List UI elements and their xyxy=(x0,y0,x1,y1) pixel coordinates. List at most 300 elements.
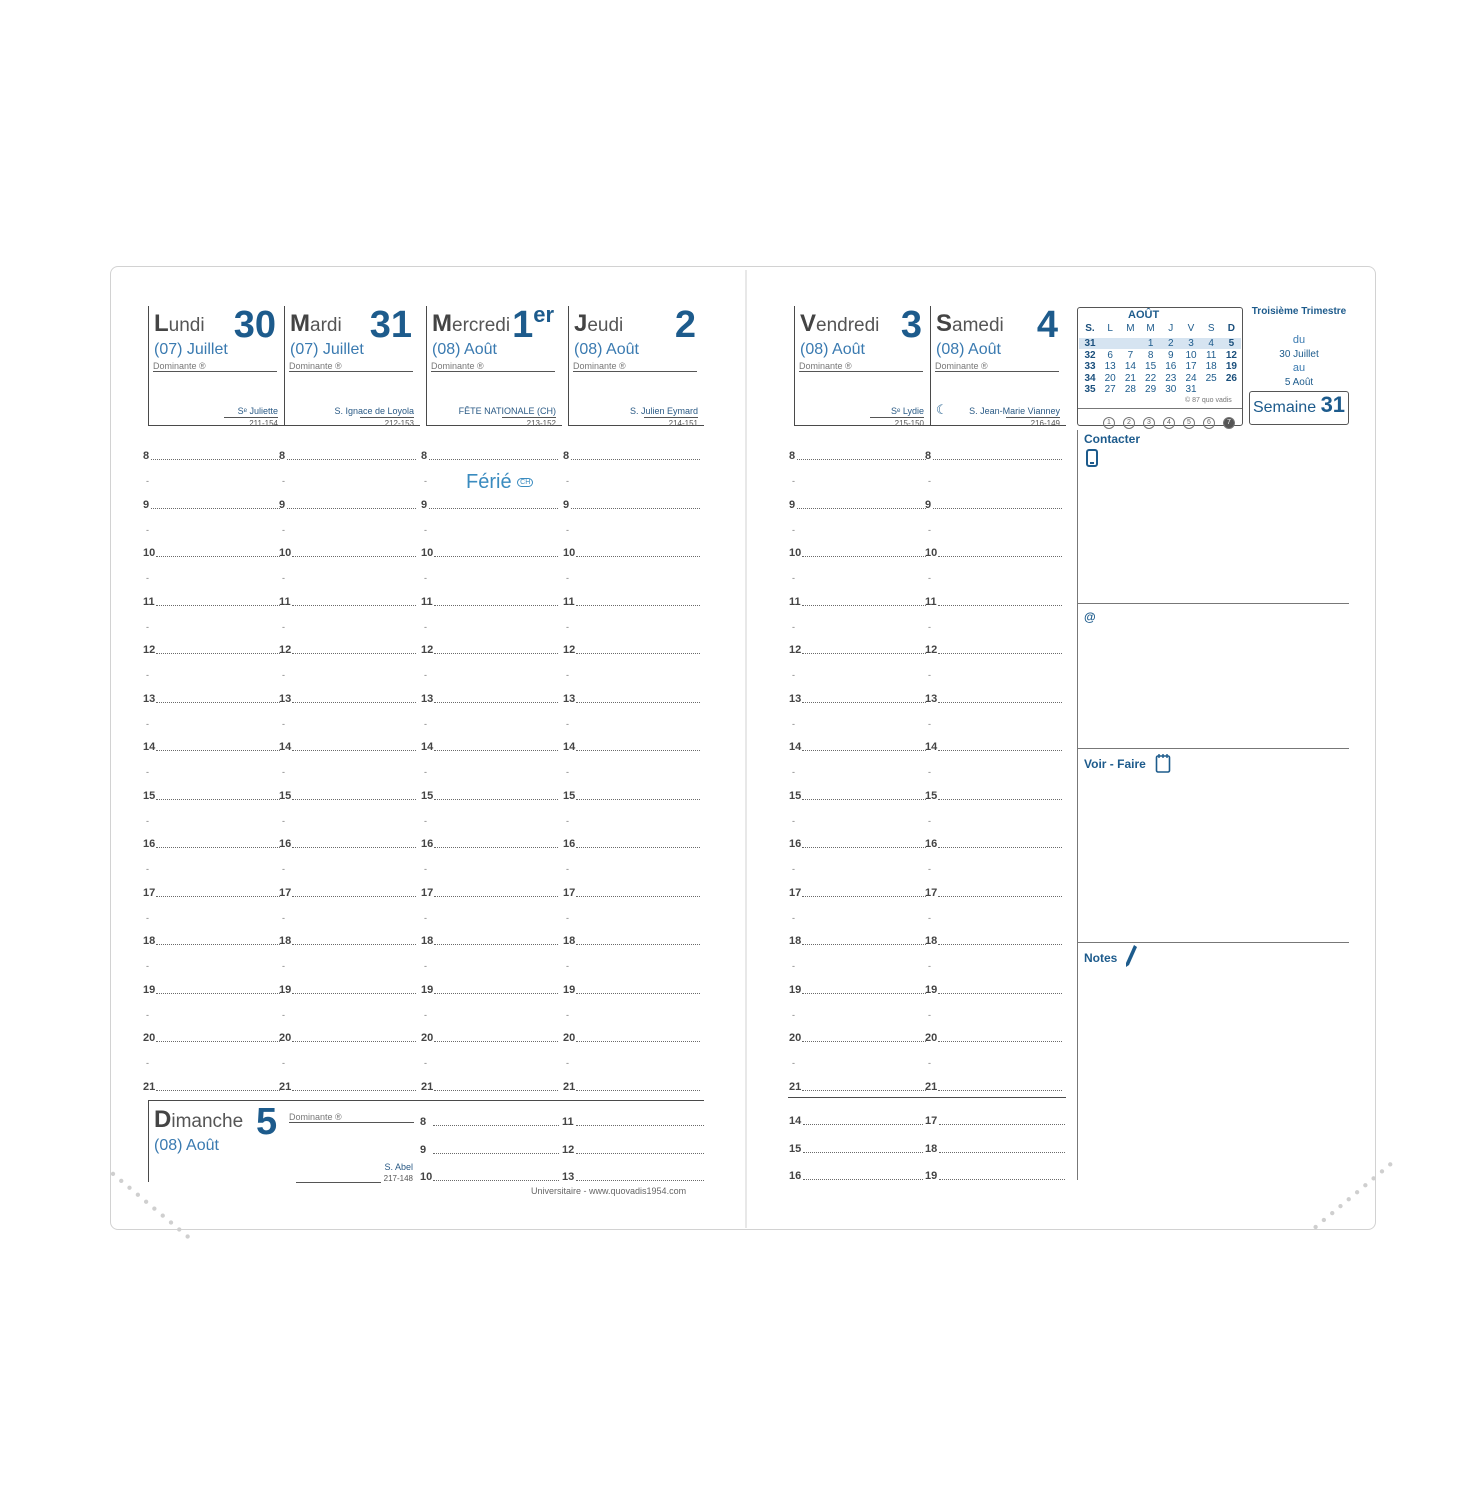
half-hour-mark: - xyxy=(282,670,285,680)
half-hour-mark: - xyxy=(282,1058,285,1068)
hour-slot[interactable] xyxy=(156,556,280,557)
dominante-field[interactable]: Dominante ® xyxy=(431,361,555,372)
hour-slot[interactable] xyxy=(434,605,558,606)
sunday-hour-label: 9 xyxy=(420,1143,427,1156)
sunday-hour-slot[interactable] xyxy=(433,1180,559,1181)
day-code: 211-154 xyxy=(224,417,278,428)
hour-slot[interactable] xyxy=(938,702,1062,703)
half-hour-mark: - xyxy=(424,1058,427,1068)
hour-label: 17 xyxy=(563,886,576,899)
half-hour-mark: - xyxy=(928,621,931,632)
hour-slot[interactable] xyxy=(938,556,1062,557)
mini-calendar-day: 3 xyxy=(1188,338,1194,349)
mini-calendar-header: M xyxy=(1126,323,1135,334)
hour-label: 21 xyxy=(421,1080,434,1093)
mini-calendar-header: V xyxy=(1187,323,1195,334)
hour-slot[interactable] xyxy=(156,605,280,606)
hour-slot[interactable] xyxy=(938,1090,1062,1091)
day-code: 213-152 xyxy=(502,417,556,428)
sunday-hour-slot[interactable] xyxy=(576,1153,704,1154)
weekday-circles xyxy=(1103,411,1243,429)
notepad-icon xyxy=(1155,753,1171,778)
spine xyxy=(745,270,747,1228)
hour-label: 21 xyxy=(279,1080,292,1093)
mini-calendar-day: 7 xyxy=(1127,349,1134,361)
hour-label: 16 xyxy=(925,838,938,850)
half-hour-mark: - xyxy=(928,1009,931,1020)
hour-label: 14 xyxy=(925,741,938,753)
hour-slot[interactable] xyxy=(938,653,1062,654)
hour-slot[interactable] xyxy=(802,1090,926,1091)
hour-slot[interactable] xyxy=(938,896,1062,897)
mini-calendar-day: 2 xyxy=(1168,338,1174,349)
half-hour-mark: - xyxy=(282,815,285,826)
saint-name: Sᵉ Lydie xyxy=(890,406,924,416)
half-hour-mark: - xyxy=(792,670,795,680)
sunday-hour-slot[interactable] xyxy=(433,1153,559,1154)
day-month: (08) Août xyxy=(800,341,865,358)
hour-slot[interactable] xyxy=(576,896,700,897)
hour-label: 13 xyxy=(279,692,292,705)
sunday-day-code: 217-148 xyxy=(289,1172,413,1183)
half-hour-mark: - xyxy=(282,1009,285,1020)
mini-calendar-day: 33 xyxy=(1084,361,1096,372)
half-hour-mark: - xyxy=(928,524,931,535)
hour-slot[interactable] xyxy=(802,1041,926,1042)
hour-label: 9 xyxy=(789,498,796,511)
hour-slot[interactable] xyxy=(292,605,416,606)
hour-label: 8 xyxy=(279,450,286,462)
half-hour-mark: - xyxy=(566,524,569,535)
weekday-circle: 5 xyxy=(1183,417,1195,429)
email-area[interactable] xyxy=(1084,625,1348,745)
saint-name: S. Julien Eymard xyxy=(629,406,698,416)
sunday-hour-slot[interactable] xyxy=(576,1180,704,1181)
day-code: 214-151 xyxy=(644,417,698,428)
hour-slot[interactable] xyxy=(434,653,558,654)
hour-label: 18 xyxy=(563,935,576,947)
half-hour-mark: - xyxy=(424,864,427,874)
hour-slot[interactable] xyxy=(571,459,700,460)
day-number: 31 xyxy=(369,304,412,346)
trimester-au: au xyxy=(1292,362,1306,374)
mini-calendar-day: 16 xyxy=(1165,361,1177,372)
extra-hour-slot[interactable] xyxy=(803,1152,923,1153)
mini-calendar-day: 4 xyxy=(1208,338,1214,349)
hour-label: 9 xyxy=(143,498,150,511)
hour-label: 20 xyxy=(925,1032,938,1044)
voir-faire-separator xyxy=(1077,942,1349,943)
hour-slot[interactable] xyxy=(292,750,416,751)
saint-name: S. Ignace de Loyola xyxy=(334,406,414,416)
hour-label: 21 xyxy=(143,1080,156,1093)
hour-slot[interactable] xyxy=(797,459,926,460)
day-month: (08) Août xyxy=(432,341,497,358)
hour-label: 18 xyxy=(279,935,292,947)
hour-label: 13 xyxy=(925,692,938,705)
half-hour-mark: - xyxy=(282,718,285,729)
hour-slot[interactable] xyxy=(292,896,416,897)
half-hour-mark: - xyxy=(146,573,149,583)
hour-slot[interactable] xyxy=(292,993,416,994)
hour-slot[interactable] xyxy=(938,847,1062,848)
holiday-country-badge: CH xyxy=(517,478,533,487)
hour-slot[interactable] xyxy=(287,508,416,509)
half-hour-mark: - xyxy=(928,767,931,777)
hour-label: 8 xyxy=(789,450,796,462)
hour-label: 16 xyxy=(789,838,802,850)
day-month: (07) Juillet xyxy=(290,341,364,358)
hour-label: 20 xyxy=(143,1032,156,1044)
weekday-circle: 1 xyxy=(1103,417,1115,429)
hour-slot[interactable] xyxy=(802,944,926,945)
half-hour-mark: - xyxy=(928,573,931,583)
hour-label: 13 xyxy=(143,692,156,705)
hour-label: 17 xyxy=(143,886,156,899)
hour-slot[interactable] xyxy=(156,653,280,654)
hour-slot[interactable] xyxy=(434,556,558,557)
dominante-field[interactable]: Dominante ® xyxy=(935,361,1059,372)
mini-calendar-day: 10 xyxy=(1185,349,1197,361)
hour-label: 15 xyxy=(925,789,938,802)
hour-slot[interactable] xyxy=(156,847,280,848)
day-code: 216-149 xyxy=(1006,417,1060,428)
hour-label: 14 xyxy=(279,741,292,753)
footer-url: Universitaire - www.quovadis1954.com xyxy=(531,1186,687,1196)
day-name: Lundi xyxy=(154,310,205,337)
half-hour-mark: - xyxy=(792,1009,795,1020)
sunday-hour-label: 10 xyxy=(420,1171,433,1183)
hour-slot[interactable] xyxy=(434,896,558,897)
half-hour-mark: - xyxy=(566,767,569,777)
hour-slot[interactable] xyxy=(156,896,280,897)
hour-label: 18 xyxy=(925,935,938,947)
hour-label: 13 xyxy=(421,692,434,705)
hour-label: 9 xyxy=(421,498,428,511)
extra-hour-slot[interactable] xyxy=(939,1124,1065,1125)
trimester-title: Troisième Trimestre xyxy=(1251,306,1347,317)
hour-label: 17 xyxy=(421,886,434,899)
hour-slot[interactable] xyxy=(802,556,926,557)
half-hour-mark: - xyxy=(146,718,149,729)
hour-slot[interactable] xyxy=(287,459,416,460)
hour-slot[interactable] xyxy=(292,556,416,557)
binding-holes-right: ● ● ● ● ● ● ● ● ● ● xyxy=(1310,1157,1398,1234)
hour-slot[interactable] xyxy=(802,993,926,994)
extra-hour-slot[interactable] xyxy=(939,1179,1065,1180)
half-hour-mark: - xyxy=(566,815,569,826)
hour-slot[interactable] xyxy=(434,750,558,751)
week-label: Semaine xyxy=(1252,399,1317,416)
hour-label: 15 xyxy=(279,789,292,802)
sunday-hour-label: 8 xyxy=(420,1116,427,1128)
hour-slot[interactable] xyxy=(434,847,558,848)
hour-label: 17 xyxy=(925,886,938,899)
hour-slot[interactable] xyxy=(151,508,280,509)
hour-label: 20 xyxy=(279,1032,292,1044)
half-hour-mark: - xyxy=(424,912,427,923)
half-hour-mark: - xyxy=(566,476,569,486)
hour-slot[interactable] xyxy=(156,993,280,994)
mini-calendar-day: 11 xyxy=(1205,349,1217,361)
day-code: 215-150 xyxy=(870,417,924,428)
day-code: 212-153 xyxy=(360,417,414,428)
half-hour-mark: - xyxy=(282,767,285,777)
half-hour-mark: - xyxy=(566,961,569,971)
hour-label: 14 xyxy=(789,741,802,753)
mini-calendar-day: 13 xyxy=(1104,361,1116,372)
hour-label: 10 xyxy=(563,547,576,559)
holiday-label xyxy=(466,471,533,494)
hour-slot[interactable] xyxy=(938,799,1062,800)
hour-slot[interactable] xyxy=(802,896,926,897)
hour-slot[interactable] xyxy=(156,1041,280,1042)
hour-label: 8 xyxy=(925,450,932,462)
hour-slot[interactable] xyxy=(292,944,416,945)
day-month: (08) Août xyxy=(936,341,1001,358)
hour-label: 18 xyxy=(143,935,156,947)
mini-calendar-day: 30 xyxy=(1165,384,1177,395)
hour-slot[interactable] xyxy=(292,653,416,654)
hour-slot[interactable] xyxy=(292,847,416,848)
hour-label: 12 xyxy=(563,644,576,656)
mini-calendar-day: 20 xyxy=(1104,372,1116,384)
hour-slot[interactable] xyxy=(156,799,280,800)
hour-label: 21 xyxy=(789,1080,802,1093)
hour-slot[interactable] xyxy=(434,1090,558,1091)
hour-label: 20 xyxy=(563,1032,576,1044)
half-hour-mark: - xyxy=(146,1009,149,1020)
half-hour-mark: - xyxy=(792,718,795,729)
mini-calendar-day: 15 xyxy=(1145,361,1157,372)
mini-calendar-header: J xyxy=(1168,323,1174,334)
hour-label: 19 xyxy=(143,983,156,996)
day-name: Vendredi xyxy=(800,310,880,337)
half-hour-mark: - xyxy=(792,621,795,632)
hour-slot[interactable] xyxy=(571,508,700,509)
hour-slot[interactable] xyxy=(292,1041,416,1042)
mini-calendar-day: 8 xyxy=(1147,349,1154,361)
hour-slot[interactable] xyxy=(576,702,700,703)
mini-calendar-day: 35 xyxy=(1084,384,1096,395)
mini-calendar-day: 31 xyxy=(1185,384,1197,395)
contacter-area[interactable] xyxy=(1084,457,1348,602)
hour-slot[interactable] xyxy=(576,653,700,654)
hour-slot[interactable] xyxy=(802,799,926,800)
sunday-hour-slot[interactable] xyxy=(576,1125,704,1126)
half-hour-mark: - xyxy=(424,621,427,632)
hour-label: 17 xyxy=(279,886,292,899)
mini-calendar-header: M xyxy=(1146,323,1155,334)
half-hour-mark: - xyxy=(566,573,569,583)
hour-label: 21 xyxy=(925,1080,938,1093)
hour-slot[interactable] xyxy=(802,605,926,606)
hour-slot[interactable] xyxy=(576,847,700,848)
extra-hour-label: 18 xyxy=(925,1142,938,1155)
half-hour-mark: - xyxy=(928,1058,931,1068)
hour-label: 14 xyxy=(563,741,576,753)
weekday-circle: 2 xyxy=(1123,417,1135,429)
voir-faire-area[interactable] xyxy=(1084,778,1348,938)
hour-slot[interactable] xyxy=(434,799,558,800)
dominante-field[interactable]: Dominante ® xyxy=(289,361,413,372)
hour-slot[interactable] xyxy=(938,944,1062,945)
hour-label: 21 xyxy=(563,1080,576,1093)
hour-slot[interactable] xyxy=(802,750,926,751)
hour-slot[interactable] xyxy=(434,702,558,703)
half-hour-mark: - xyxy=(424,573,427,583)
day-number: 1er xyxy=(512,302,554,346)
trimester-to: 5 Août xyxy=(1284,377,1314,388)
half-hour-mark: - xyxy=(146,815,149,826)
hour-label: 8 xyxy=(421,450,428,462)
sunday-name: Dimanche xyxy=(154,1106,244,1133)
hour-slot[interactable] xyxy=(797,508,926,509)
hour-slot[interactable] xyxy=(156,944,280,945)
half-hour-mark: - xyxy=(424,961,427,971)
half-hour-mark: - xyxy=(566,718,569,729)
hour-label: 13 xyxy=(789,692,802,705)
hour-slot[interactable] xyxy=(938,993,1062,994)
half-hour-mark: - xyxy=(566,1058,569,1068)
hour-label: 15 xyxy=(421,789,434,802)
mini-calendar-day: 23 xyxy=(1165,372,1177,384)
half-hour-mark: - xyxy=(792,1058,795,1068)
hour-label: 15 xyxy=(563,789,576,802)
half-hour-mark: - xyxy=(424,767,427,777)
half-hour-mark: - xyxy=(792,573,795,583)
hour-slot[interactable] xyxy=(576,944,700,945)
hour-label: 16 xyxy=(563,838,576,850)
hour-label: 11 xyxy=(563,595,575,608)
half-hour-mark: - xyxy=(928,476,931,486)
notes-label: Notes xyxy=(1084,951,1118,965)
hour-slot[interactable] xyxy=(292,1090,416,1091)
notes-area[interactable] xyxy=(1084,972,1348,1177)
saturday-extra-rule xyxy=(788,1097,1066,1098)
hour-slot[interactable] xyxy=(292,702,416,703)
mini-calendar-header: S xyxy=(1207,323,1215,334)
half-hour-mark: - xyxy=(146,767,149,777)
hour-label: 16 xyxy=(279,838,292,850)
extra-hour-label: 15 xyxy=(789,1142,802,1155)
hour-label: 15 xyxy=(143,789,156,802)
hour-slot[interactable] xyxy=(576,750,700,751)
email-label: @ xyxy=(1084,610,1096,624)
half-hour-mark: - xyxy=(146,912,149,923)
hour-slot[interactable] xyxy=(434,993,558,994)
half-hour-mark: - xyxy=(792,961,795,971)
hour-label: 9 xyxy=(279,498,286,511)
hour-slot[interactable] xyxy=(434,944,558,945)
half-hour-mark: - xyxy=(282,524,285,535)
hour-label: 11 xyxy=(143,595,155,608)
hour-slot[interactable] xyxy=(933,508,1062,509)
half-hour-mark: - xyxy=(928,864,931,874)
sunday-saint: S. Abel xyxy=(384,1162,413,1172)
half-hour-mark: - xyxy=(792,912,795,923)
half-hour-mark: - xyxy=(282,621,285,632)
mini-calendar-day: 32 xyxy=(1084,349,1096,361)
sunday-hour-slot[interactable] xyxy=(433,1125,559,1126)
half-hour-mark: - xyxy=(282,912,285,923)
hour-slot[interactable] xyxy=(151,459,280,460)
contacter-label: Contacter xyxy=(1084,432,1141,446)
hour-slot[interactable] xyxy=(576,605,700,606)
hour-slot[interactable] xyxy=(576,799,700,800)
hour-slot[interactable] xyxy=(156,702,280,703)
hour-slot[interactable] xyxy=(292,799,416,800)
extra-hour-slot[interactable] xyxy=(803,1124,923,1125)
half-hour-mark: - xyxy=(928,718,931,729)
hour-slot[interactable] xyxy=(576,1090,700,1091)
hour-label: 10 xyxy=(925,547,938,559)
hour-slot[interactable] xyxy=(156,1090,280,1091)
half-hour-mark: - xyxy=(928,961,931,971)
extra-hour-label: 19 xyxy=(925,1170,938,1182)
hour-slot[interactable] xyxy=(576,556,700,557)
mini-calendar-day: 5 xyxy=(1228,338,1235,349)
trimester-from: 30 Juillet xyxy=(1279,349,1319,360)
hour-slot[interactable] xyxy=(802,653,926,654)
hour-slot[interactable] xyxy=(938,1041,1062,1042)
weekday-circle: 7 xyxy=(1223,417,1235,429)
half-hour-mark: - xyxy=(566,1009,569,1020)
hour-slot[interactable] xyxy=(429,508,558,509)
hour-slot[interactable] xyxy=(429,459,558,460)
extra-hour-slot[interactable] xyxy=(939,1152,1065,1153)
sunday-number: 5 xyxy=(256,1101,278,1143)
hour-slot[interactable] xyxy=(576,993,700,994)
half-hour-mark: - xyxy=(424,718,427,729)
hour-label: 12 xyxy=(925,644,938,656)
day-month: (08) Août xyxy=(574,341,639,358)
half-hour-mark: - xyxy=(566,912,569,923)
hour-slot[interactable] xyxy=(434,1041,558,1042)
mini-calendar-title: AOÛT xyxy=(1128,309,1160,321)
half-hour-mark: - xyxy=(566,864,569,874)
half-hour-mark: - xyxy=(928,815,931,826)
weekday-circle: 3 xyxy=(1143,417,1155,429)
mini-calendar-copyright: © 87 quo vadis xyxy=(1185,397,1232,404)
hour-label: 19 xyxy=(789,983,802,996)
hour-label: 10 xyxy=(143,547,156,559)
dominante-field[interactable]: Dominante ® xyxy=(153,361,277,372)
mini-calendar-day: 9 xyxy=(1168,349,1174,361)
hour-slot[interactable] xyxy=(938,605,1062,606)
hour-label: 16 xyxy=(421,838,434,850)
hour-slot[interactable] xyxy=(156,750,280,751)
dominante-field[interactable]: Dominante ® xyxy=(573,361,697,372)
hour-slot[interactable] xyxy=(802,847,926,848)
dominante-field[interactable]: Dominante ® xyxy=(799,361,923,372)
half-hour-mark: - xyxy=(424,476,427,486)
extra-hour-slot[interactable] xyxy=(803,1179,923,1180)
sunday-dominante[interactable]: Dominante ® xyxy=(289,1112,414,1123)
hour-slot[interactable] xyxy=(802,702,926,703)
hour-slot[interactable] xyxy=(576,1041,700,1042)
hour-slot[interactable] xyxy=(933,459,1062,460)
hour-label: 12 xyxy=(143,644,156,656)
half-hour-mark: - xyxy=(928,670,931,680)
mini-calendar-header: L xyxy=(1107,323,1113,334)
hour-label: 12 xyxy=(789,644,802,656)
mini-calendar-day: 6 xyxy=(1107,349,1113,361)
mini-calendar-day: 17 xyxy=(1185,361,1197,372)
half-hour-mark: - xyxy=(566,621,569,632)
hour-label: 11 xyxy=(279,595,291,608)
hour-slot[interactable] xyxy=(938,750,1062,751)
